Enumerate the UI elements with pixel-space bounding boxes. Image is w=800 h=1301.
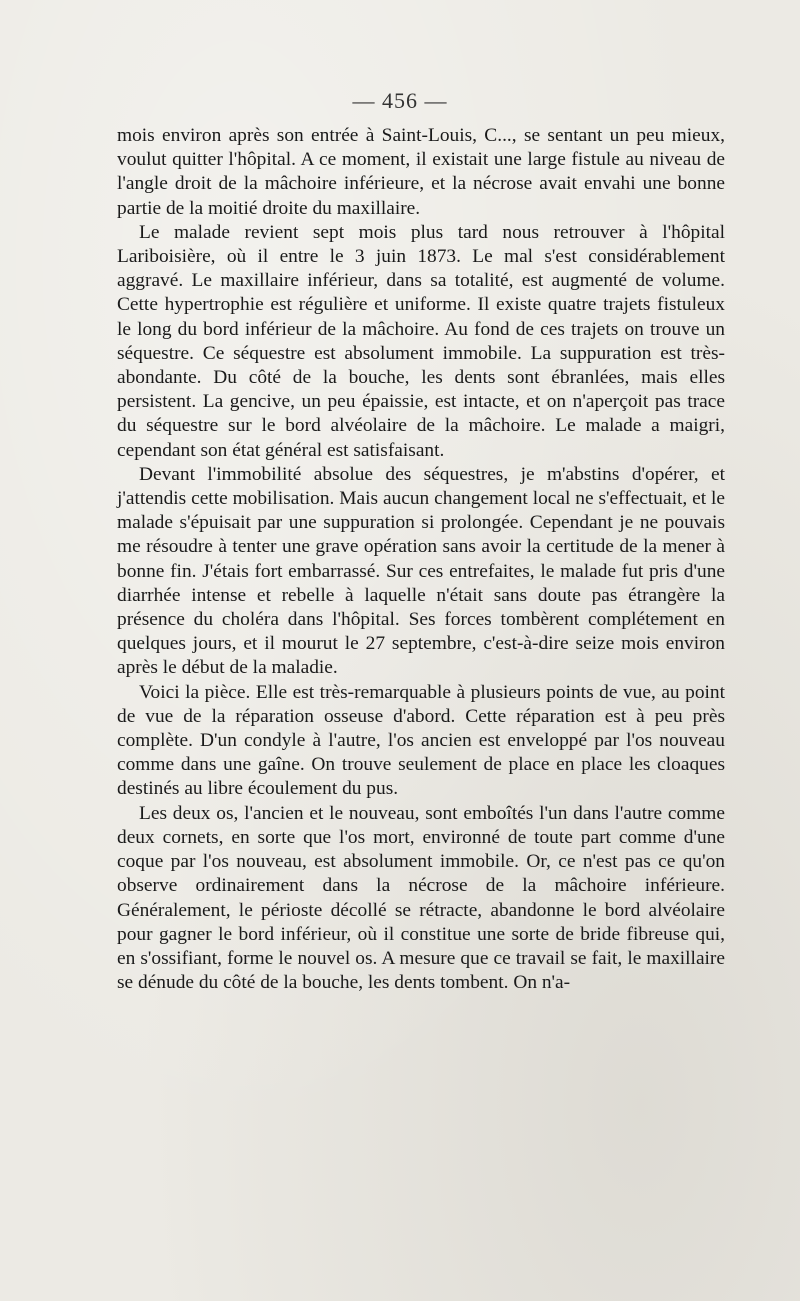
paragraph-1: mois environ après son entrée à Saint-Louis, C..., se sentant un peu mieux, voulut quitter l'hôpital. A ce moment, il existait une large fistule au niveau de l'angle droit de la mâchoire inférieure, et la nécrose avait envahi une bonne partie de la moitié droite du maxillaire. xyxy=(117,125,725,219)
paragraph-3: Devant l'immobilité absolue des séquestres, je m'abstins d'opérer, et j'attendis cette mobilisation. Mais aucun changement local ne s'effectuait, et le malade s'épuisait par une suppuration si prolongée. Cependant je ne pouvais me résoudre à tenter une grave opération sans avoir la certitude de la mener à bonne fin. J'étais fort embarrassé. Sur ces entrefaites, le malade fut pris d'une diarrhée intense et rebelle à laquelle n'était sans doute pas étrangère la présence du choléra dans l'hôpital. Ses forces tombèrent complétement en quelques jours, et il mourut le 27 septembre, c'est-à-dire seize mois environ après le début de la maladie. xyxy=(117,463,725,679)
paragraph-5: Les deux os, l'ancien et le nouveau, sont emboîtés l'un dans l'autre comme deux cornets, en sorte que l'os mort, environné de toute part comme d'une coque par l'os nouveau, est absolument immobile. Or, ce n'est pas ce qu'on observe ordinairement dans la nécrose de la mâchoire inférieure. Généralement, le périoste décollé se rétracte, abandonne le bord alvéolaire pour gagner le bord inférieur, où il constitue une sorte de bride fibreuse qui, en s'ossifiant, forme le nouvel os. A mesure que ce travail se fait, le maxillaire se dénude du côté de la bouche, les dents tombent. On n'a- xyxy=(117,802,725,994)
paragraph-4: Voici la pièce. Elle est très-remarquable à plusieurs points de vue, au point de vue de la réparation osseuse d'abord. Cette réparation est à peu près complète. D'un condyle à l'autre, l'os ancien est enveloppé par l'os nouveau comme dans une gaîne. On trouve seulement de place en place les cloaques destinés au libre écoulement du pus. xyxy=(117,681,725,800)
paragraph-2: Le malade revient sept mois plus tard nous retrouver à l'hôpital Lariboisière, où il entre le 3 juin 1873. Le mal s'est considérablement aggravé. Le maxillaire inférieur, dans sa totalité, est augmenté de volume. Cette hypertrophie est régulière et uniforme. Il existe quatre trajets fistuleux le long du bord inférieur de la mâchoire. Au fond de ces trajets on trouve un séquestre. Ce séquestre est absolument immobile. La suppuration est très-abondante. Du côté de la bouche, les dents sont ébranlées, mais elles persistent. La gencive, un peu épaissie, est intacte, et on n'aperçoit pas trace du séquestre sur le bord alvéolaire de la mâchoire. Le malade a maigri, cependant son état général est satisfaisant. xyxy=(117,221,725,461)
body-text xyxy=(117,124,725,995)
page-number: — 456 — xyxy=(352,88,448,113)
